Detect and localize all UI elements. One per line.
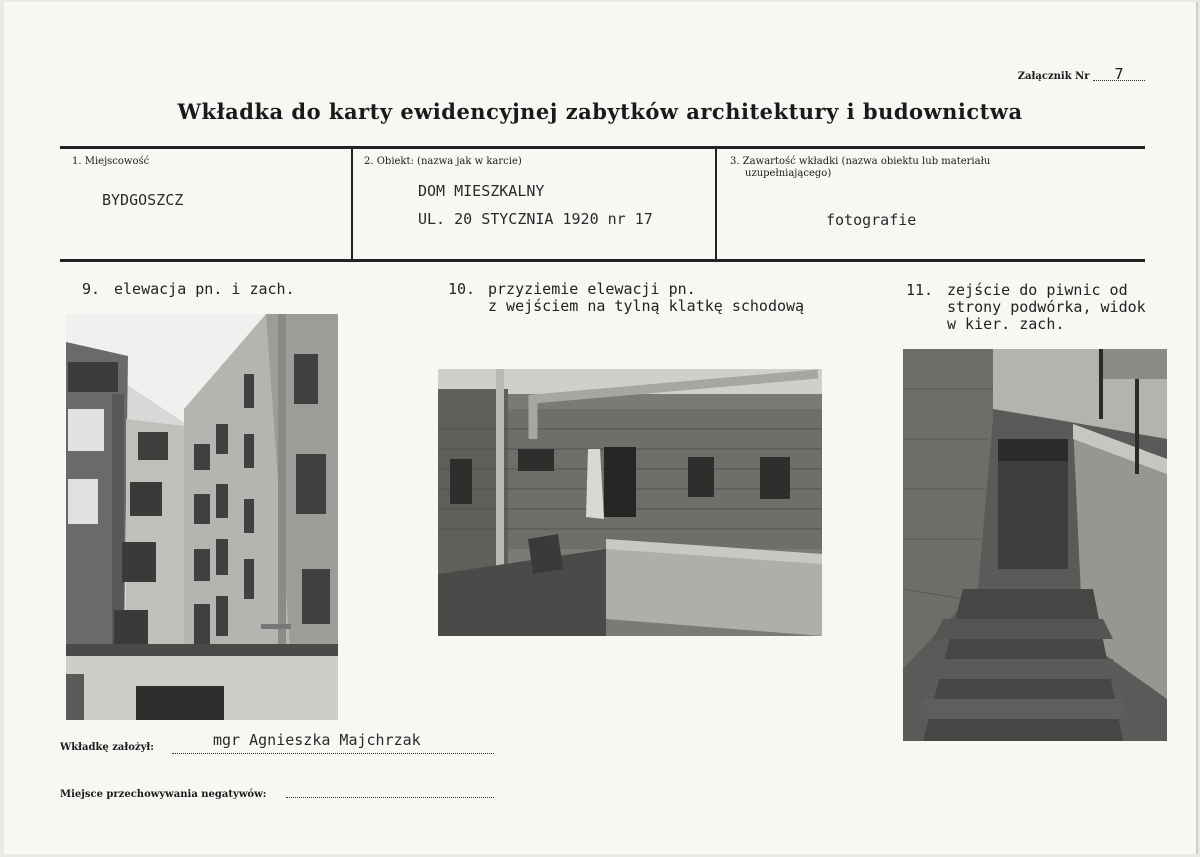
object-value-line1: DOM MIESZKALNY: [418, 182, 545, 200]
column-divider-1: [351, 147, 353, 260]
column-divider-2: [715, 147, 717, 260]
object-label: 2. Obiekt: (nazwa jak w karcie): [364, 156, 522, 167]
table-bottom-rule: [60, 259, 1145, 262]
content-label-line1: 3. Zawartość wkładki (nazwa obiektu lub materiału: [730, 156, 991, 167]
content-label-line2: uzupełniającego): [745, 168, 832, 179]
table-top-rule: [60, 146, 1145, 149]
photo-11-number: 11.: [906, 281, 934, 299]
annex-value: 7: [1093, 68, 1145, 81]
content-value: fotografie: [826, 211, 917, 229]
photo-9-caption: elewacja pn. i zach.: [114, 280, 295, 298]
annex-label: Załącznik Nr: [1017, 71, 1090, 82]
photo-11-caption: zejście do piwnic od strony podwórka, widok w kier. zach.: [947, 281, 1146, 333]
place-label: 1. Miejscowość: [72, 156, 150, 167]
author-dotted-line: [172, 752, 494, 754]
ground-floor-entrance-photo: [438, 369, 822, 636]
photo-9-number: 9.: [82, 280, 101, 298]
photo-10-caption: przyziemie elewacji pn. z wejściem na tylną klatkę schodową: [488, 280, 805, 315]
place-value: BYDGOSZCZ: [102, 191, 184, 209]
negatives-label: Miejsce przechowywania negatywów:: [60, 789, 267, 800]
object-value-line2: UL. 20 STYCZNIA 1920 nr 17: [418, 210, 653, 228]
photo-10-number: 10.: [448, 280, 476, 298]
author-label: Wkładkę założył:: [60, 742, 154, 753]
courtyard-facade-photo: [66, 314, 338, 720]
annex-number: [1017, 65, 1145, 83]
cellar-stairs-photo: [903, 349, 1167, 741]
negatives-dotted-line: [286, 796, 494, 798]
page-title: Wkładka do karty ewidencyjnej zabytków architektury i budownictwa: [177, 99, 1023, 124]
author-value: mgr Agnieszka Majchrzak: [213, 731, 421, 749]
